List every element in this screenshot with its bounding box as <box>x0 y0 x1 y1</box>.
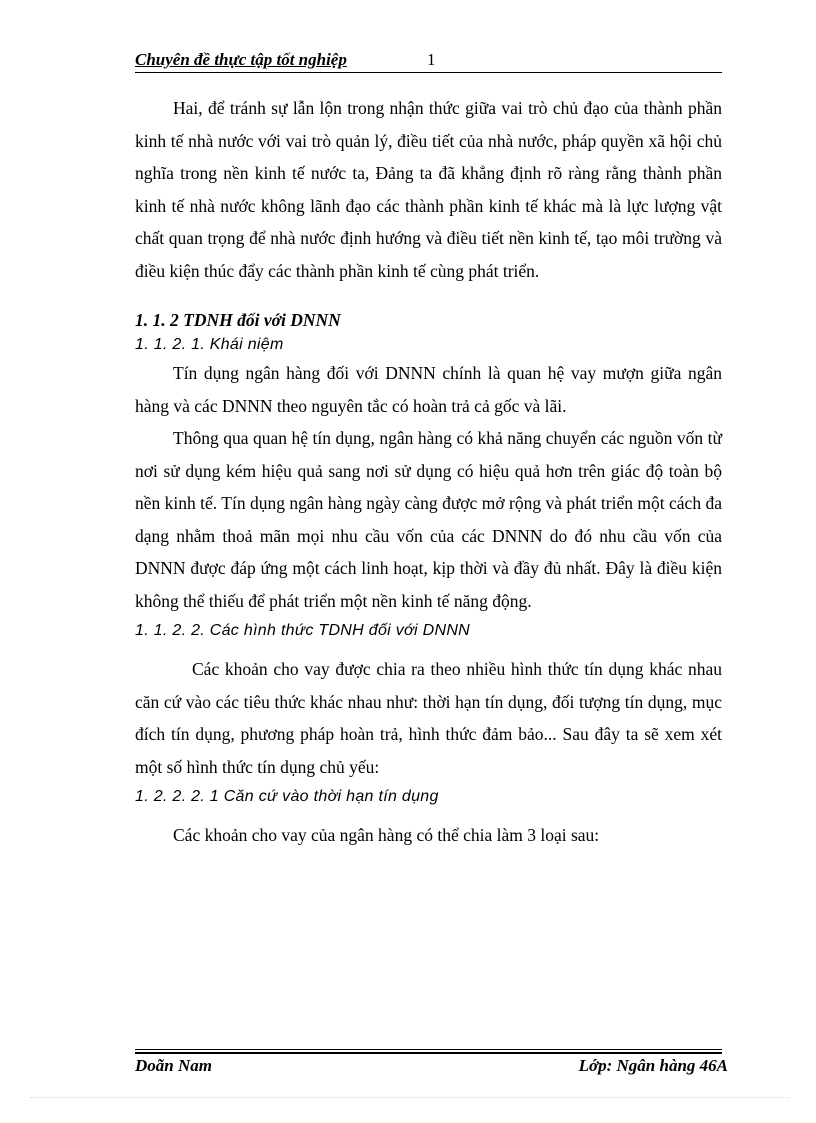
concept-paragraph-1: Tín dụng ngân hàng đối với DNNN chính là quan hệ vay mượn giữa ngân hàng và các DNNN theo nguyên tắc có hoàn trả cả gốc và lãi. <box>135 363 722 416</box>
subsection-heading-forms: 1. 1. 2. 2. Các hình thức TDNH đối với DNNN <box>135 622 471 639</box>
page-edge-divider <box>30 1097 790 1098</box>
subsection-heading-term: 1. 2. 2. 2. 1 Căn cứ vào thời hạn tín dụng <box>135 788 439 805</box>
footer-rule-thick <box>135 1052 722 1054</box>
concept-paragraph-2: Thông qua quan hệ tín dụng, ngân hàng có khả năng chuyển các nguồn vốn từ nơi sử dụng kém hiệu quả sang nơi sử dụng có hiệu quả hơn trên giác độ toàn bộ nền kinh tế. Tín dụng ngân hàng ngày càng được mở rộng và phát triển một cách đa dạng nhằm thoả mãn mọi nhu cầu vốn của các DNNN do đó nhu cầu vốn của DNNN được đáp ứng một cách linh hoạt, kịp thời và đầy đủ nhất. Đây là điều kiện không thể thiếu để phát triển một nền kinh tế năng động. <box>135 428 722 611</box>
page-header <box>135 48 722 73</box>
intro-paragraph: Hai, để tránh sự lẫn lộn trong nhận thức giữa vai trò chủ đạo của thành phần kinh tế nhà nước với vai trò quản lý, điều tiết của nhà nước, pháp quyền xã hội chủ nghĩa trong nền kinh tế nước ta, Đảng ta đã khẳng định rõ ràng rằng thành phần kinh tế nhà nước không lãnh đạo các thành phần kinh tế khác mà là lực lượng vật chất quan trọng để nhà nước định hướng và điều tiết nền kinh tế, tạo môi trường và điều kiện thúc đẩy các thành phần kinh tế cùng phát triển. <box>135 98 722 281</box>
section-heading: 1. 1. 2 TDNH đối với DNNN <box>135 310 341 330</box>
header-title: Chuyên đề thực tập tốt nghiệp <box>135 50 347 69</box>
page-number: 1 <box>427 50 436 69</box>
footer-author: Doãn Nam <box>135 1056 212 1075</box>
forms-paragraph: Các khoản cho vay được chia ra theo nhiều hình thức tín dụng khác nhau căn cứ vào các tiêu thức khác nhau như: thời hạn tín dụng, đối tượng tín dụng, mục đích tín dụng, phương pháp hoàn trả, hình thức đảm bảo... Sau đây ta sẽ xem xét một số hình thức tín dụng chủ yếu: <box>135 659 722 777</box>
subsection-heading-concept: 1. 1. 2. 1. Khái niệm <box>135 336 284 353</box>
footer-class: Lớp: Ngân hàng 46A <box>578 1056 728 1075</box>
page-content <box>135 92 722 852</box>
footer-rule-thin <box>135 1049 722 1050</box>
term-paragraph: Các khoản cho vay của ngân hàng có thể chia làm 3 loại sau: <box>173 825 600 845</box>
